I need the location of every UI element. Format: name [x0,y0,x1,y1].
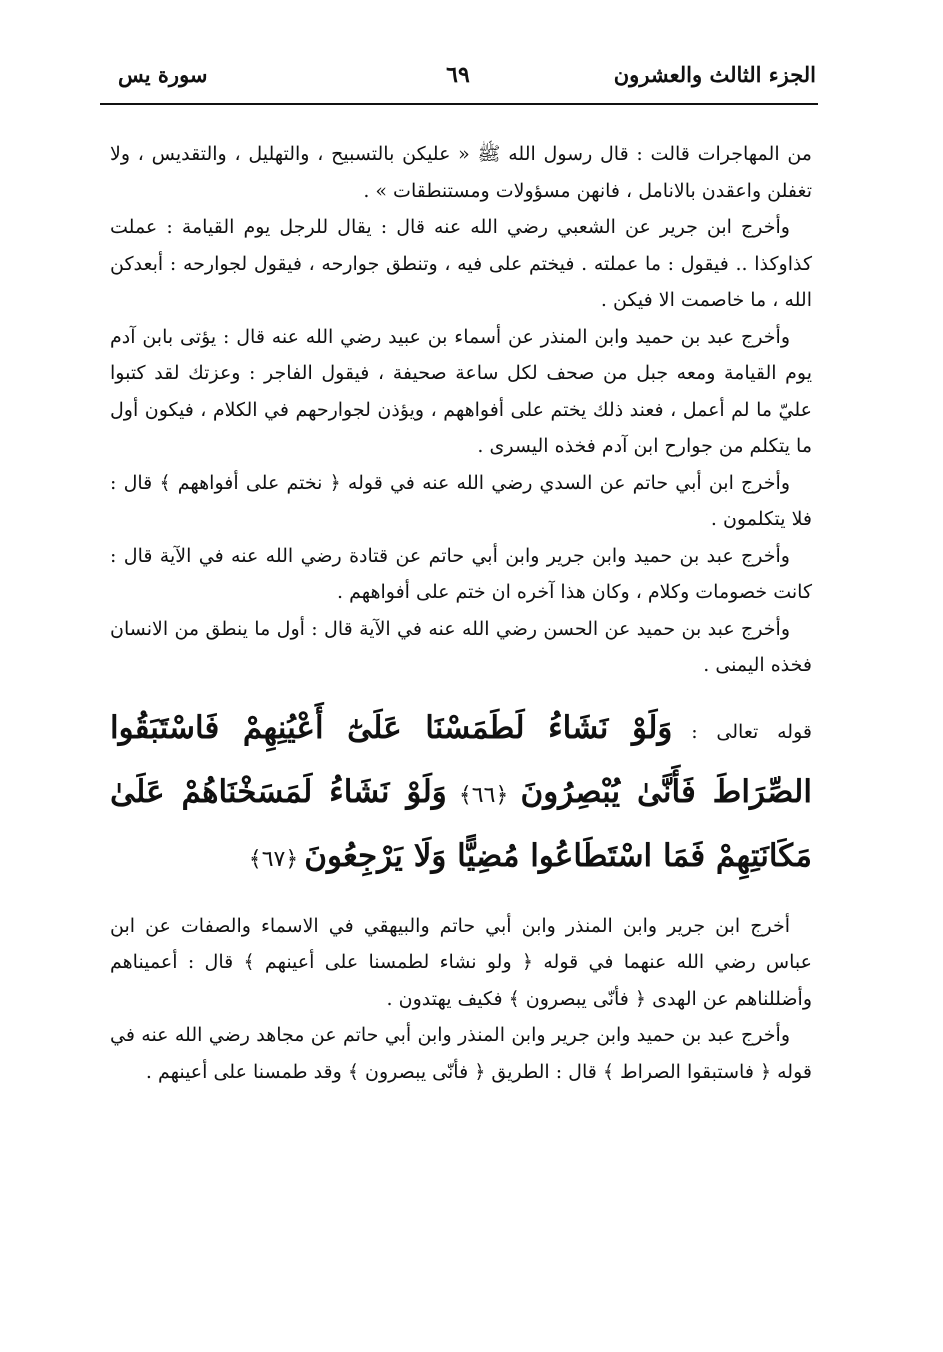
ayah-number-67: ٦٧ [261,846,286,872]
paragraph-5: وأخرج عبد بن حميد وابن جرير وابن أبي حاتم عن قتادة رضي الله عنه في الآية قال : كانت خصومات وكلام ، وكان هذا آخره ان ختم على أفواههم . [110,544,812,603]
ayah-number-66: ٦٦ [471,782,496,808]
commentary-section [110,908,812,1091]
paragraph-7: أخرج ابن جرير وابن المنذر وابن أبي حاتم والبيهقي في الاسماء والصفات عن ابن عباس رضي الله عنهما في قوله ﴿ ولو نشاء لطمسنا على أعينهم ﴾ قال : أعميناهم وأضللناهم عن الهدى ﴿ فأنّى يبصرون ﴾ فكيف يهتدون . [110,914,812,1010]
ayah-marker-67: ﴿٦٧﴾ [248,846,299,872]
paragraph-8: وأخرج عبد بن حميد وابن جرير وابن المنذر وابن أبي حاتم عن مجاهد رضي الله عنه في قوله ﴿ فاستبقوا الصراط ﴾ قال : الطريق ﴿ فأنّى يبصرون ﴾ وقد طمسنا على أعينهم . [110,1024,812,1083]
quran-verse-block [110,698,812,890]
paragraph-4: وأخرج ابن أبي حاتم عن السدي رضي الله عنه في قوله ﴿ نختم على أفواههم ﴾ قال : فلا يتكلمون . [110,471,812,530]
paragraph-6: وأخرج عبد بن حميد عن الحسن رضي الله عنه في الآية قال : أول ما ينطق من الانسان فخذه اليمنى . [110,617,812,676]
page-body [110,136,812,1090]
paragraph-3: وأخرج عبد بن حميد وابن المنذر عن أسماء بن عبيد رضي الله عنه قال : يؤتى بابن آدم يوم القيامة ومعه جبل من صحف لكل ساعة صحيفة ، فيقول الفاجر : وعزتك لقد كتبوا عليّ ما لم أعمل ، فعند ذلك يختم على أفواههم ، ويؤذن لجوارحهم في الكلام ، فيكون أول ما يتكلم من جوارح ابن آدم فخذه اليسرى . [110,325,812,457]
surah-title: سورة يس [118,62,208,87]
verse-intro: قوله تعالى : [691,720,812,743]
part-title: الجزء الثالث والعشرون [613,62,816,87]
page-header [100,60,816,100]
paragraph-2: وأخرج ابن جرير عن الشعبي رضي الله عنه قال : يقال للرجل يوم القيامة : عملت كذاوكذا .. فيقول : ما عملته . فيختم على فيه ، وتنطق جوارحه ، فيقول لجوارحه : أبعدكن الله ، ما خاصمت الا فيكن . [110,216,812,311]
paragraph-1: من المهاجرات قالت : قال رسول الله ﷺ « عليكن بالتسبيح ، والتهليل ، والتقديس ، ولا تغفلن واعقدن بالانامل ، فانهن مسؤولات ومستنطقات » . [110,143,812,202]
page-number: ٦٩ [446,62,470,88]
header-rule [100,103,818,105]
verse-text-67: وَلَوْ نَشَاءُ لَمَسَخْنَاهُمْ عَلَىٰ مَكَانَتِهِمْ فَمَا اسْتَطَاعُوا مُضِيًّا وَلَا يَرْجِعُونَ [110,773,812,874]
verse-text-66: وَلَوْ نَشَاءُ لَطَمَسْنَا عَلَىٰٓ أَعْيُنِهِمْ فَاسْتَبَقُوا الصِّرَاطَ فَأَنَّىٰ يُبْصِرُونَ [110,709,812,810]
ayah-marker-66: ﴿٦٦﴾ [458,782,509,808]
